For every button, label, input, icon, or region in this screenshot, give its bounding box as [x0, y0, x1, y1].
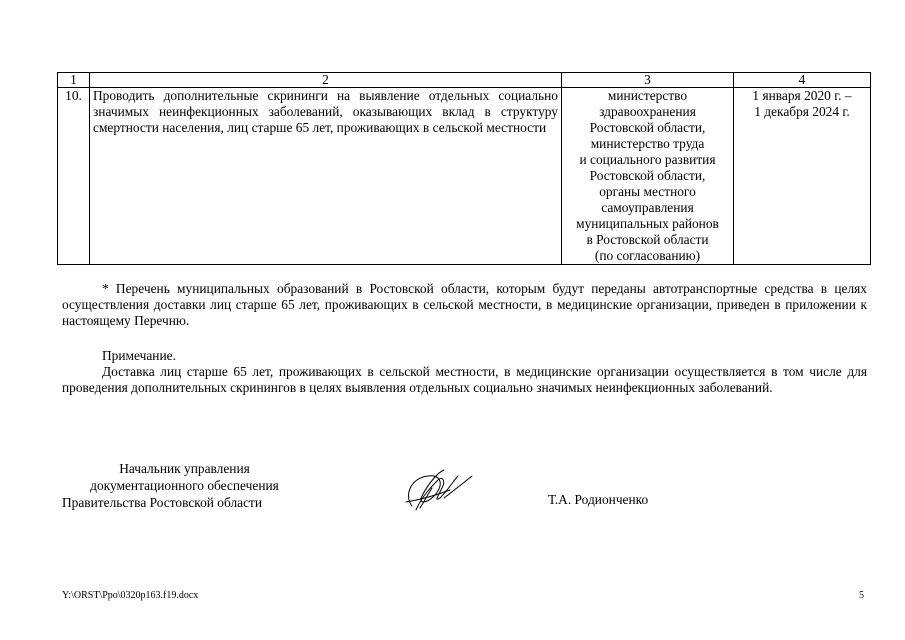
- executor-line: Ростовской области,: [589, 168, 706, 183]
- executor-line: Ростовской области,: [589, 120, 706, 135]
- measures-table: [57, 72, 871, 265]
- note-title: Примечание.: [102, 348, 176, 363]
- handwritten-signature: [398, 466, 478, 516]
- header-cell-1: 1: [58, 73, 90, 88]
- row-executors: [562, 88, 734, 265]
- signatory-name: Т.А. Родионченко: [548, 492, 649, 507]
- period-end: 1 декабря 2024 г.: [754, 104, 850, 119]
- header-cell-4: 4: [734, 73, 871, 88]
- page-number: 5: [859, 590, 864, 601]
- executor-line: (по согласованию): [594, 248, 701, 263]
- executor-line: в Ростовской области: [586, 232, 709, 247]
- footnote: * Перечень муниципальных образований в Ростовской области, которым будут переданы автотранспортные средства в целях осуществления доставки лиц старше 65 лет, проживающих в сельской местности, в медицинские организации, приведен в приложении к настоящему Перечню.: [62, 281, 867, 328]
- signatory-position: [62, 460, 307, 511]
- executor-line: и социального развития: [579, 152, 716, 167]
- header-cell-3: 3: [562, 73, 734, 88]
- note-text: Доставка лиц старше 65 лет, проживающих в сельской местности, в медицинские организации осуществляется в том числе для проведения дополнительных скринингов в целях выявления отдельных социально значимых неинфекционных заболеваний.: [62, 364, 867, 395]
- executor-line: органы местного: [599, 184, 696, 199]
- table-header-row: [58, 73, 871, 88]
- executor-line: министерство: [607, 88, 688, 103]
- row-period: [734, 88, 871, 265]
- position-line: документационного обеспечения: [90, 478, 279, 493]
- executor-line: здравоохранения: [599, 104, 696, 119]
- position-line: Правительства Ростовской области: [62, 495, 263, 510]
- executor-line: министерство труда: [590, 136, 705, 151]
- row-action: Проводить дополнительные скрининги на выявление отдельных социально значимых неинфекционных заболеваний, оказывающих вклад в структуру смертности населения, лиц старше 65 лет, проживающих в сельской местности: [90, 88, 562, 265]
- executor-line: самоуправления: [601, 200, 694, 215]
- header-cell-2: 2: [90, 73, 562, 88]
- executor-line: муниципальных районов: [576, 216, 719, 231]
- table-row: [58, 88, 871, 265]
- file-path: Y:\ORST\Ppo\0320p163.f19.docx: [62, 590, 199, 601]
- row-number: 10.: [58, 88, 90, 265]
- position-line: Начальник управления: [119, 461, 250, 476]
- period-start: 1 января 2020 г. –: [752, 88, 852, 103]
